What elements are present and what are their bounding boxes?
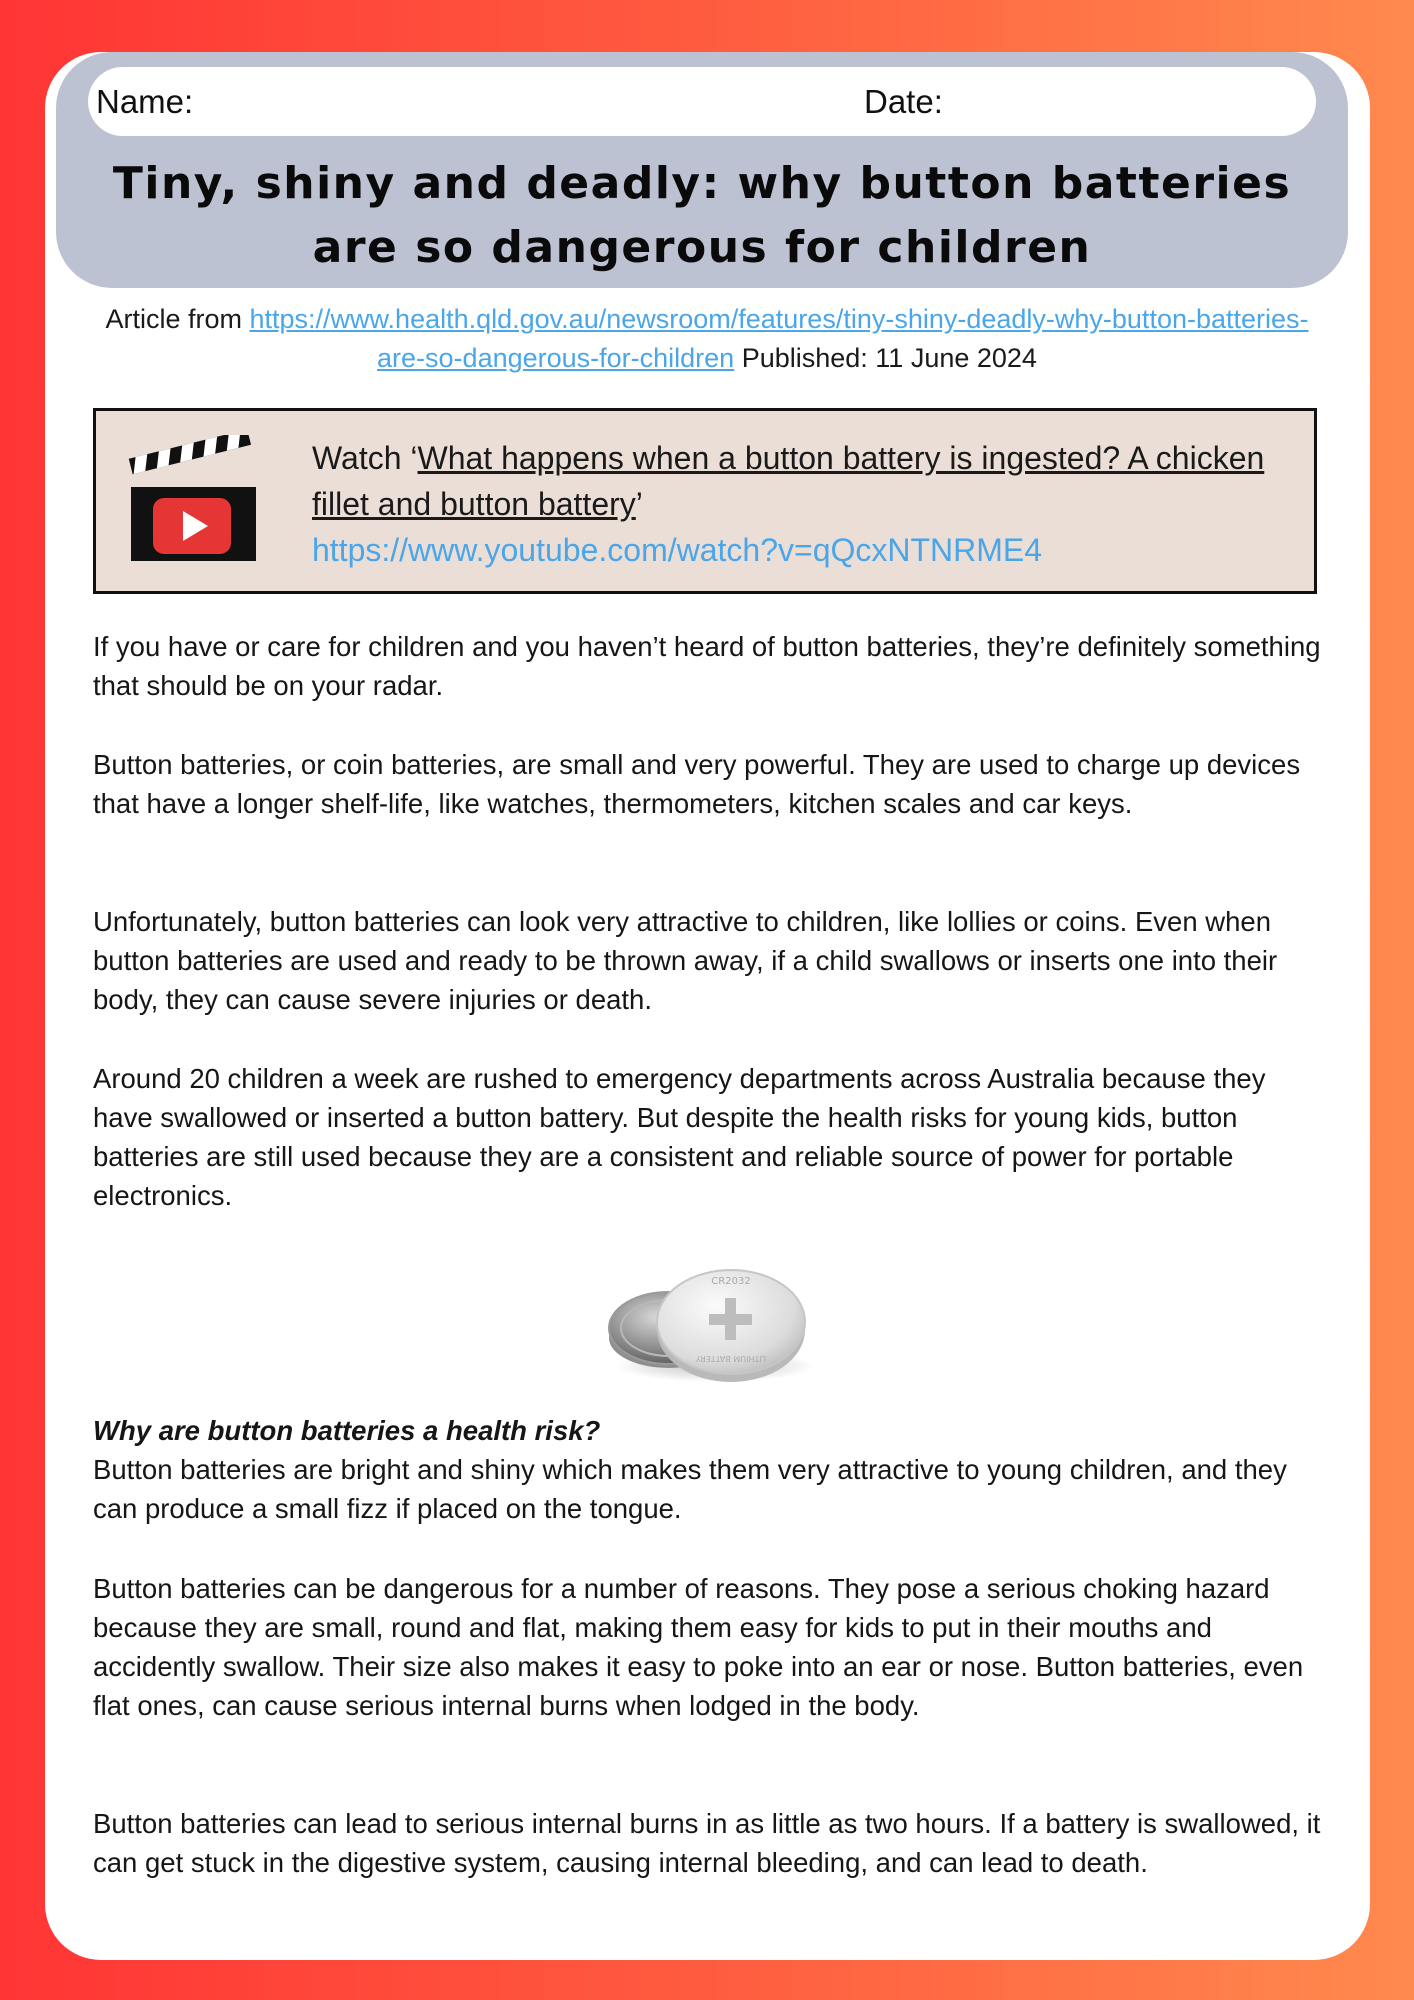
published-date: Published: 11 June 2024 — [734, 343, 1037, 373]
page-title — [80, 152, 1324, 280]
name-field-label[interactable]: Name: — [96, 83, 194, 120]
battery-type-label: LITHIUM BATTERY — [695, 1354, 767, 1363]
video-title-link[interactable]: What happens when a button battery is ingested? A chicken fillet and button battery — [312, 440, 1265, 522]
paragraph-3: Unfortunately, button batteries can look very attractive to children, like lollies or coins. Even when button batteries are used and ready to be thrown away, if a child swallows or inserts one into their body, they can cause severe injuries or death. — [93, 906, 1278, 1015]
video-callout — [93, 408, 1317, 594]
video-description — [312, 435, 1302, 573]
video-clapperboard-icon — [128, 435, 258, 565]
source-link[interactable]: https://www.health.qld.gov.au/newsroom/features/tiny-shiny-deadly-why-button-batteries-are-so-dangerous-for-children — [249, 304, 1309, 373]
paragraph-2: Button batteries, or coin batteries, are small and very powerful. They are used to charge up devices that have a longer shelf-life, like watches, thermometers, kitchen scales and car keys. — [93, 749, 1301, 819]
title-line-2: are so dangerous for children — [312, 222, 1092, 273]
date-field-label[interactable]: Date: — [864, 83, 943, 120]
title-line-1: Tiny, shiny and deadly: why button batteries — [112, 158, 1292, 209]
button-batteries-image — [603, 1254, 821, 1384]
video-url-link[interactable]: https://www.youtube.com/watch?v=qQcxNTNRME4 — [312, 532, 1043, 568]
watch-prefix: Watch ‘ — [312, 440, 418, 476]
section-heading: Why are button batteries a health risk? — [93, 1415, 601, 1446]
paragraph-4: Around 20 children a week are rushed to emergency departments across Australia because they have swallowed or inserted a button battery. But despite the health risks for young kids, button batteries are still used because they are a consistent and reliable source of power for portable electronics. — [93, 1063, 1266, 1211]
name-date-bar — [88, 67, 1316, 136]
health-risk-section — [93, 1411, 1329, 1528]
article-source — [92, 300, 1322, 378]
watch-suffix: ’ — [635, 486, 643, 522]
risk-paragraph-2: Button batteries can be dangerous for a number of reasons. They pose a serious choking hazard because they are small, round and flat, making them easy for kids to put in their mouths and accidently swallow. Their size also makes it easy to poke into an ear or nose. Button batteries, even flat ones, can cause serious internal burns when lodged in the body. — [93, 1573, 1304, 1721]
risk-paragraph-3: Button batteries can lead to serious internal burns in as little as two hours. If a battery is swallowed, it can get stuck in the digestive system, causing internal bleeding, and can lead to death. — [93, 1808, 1321, 1878]
battery-model-label: CR2032 — [711, 1276, 751, 1287]
source-prefix: Article from — [105, 304, 250, 334]
risk-paragraph-1: Button batteries are bright and shiny which makes them very attractive to young children, and they can produce a small fizz if placed on the tongue. — [93, 1454, 1287, 1524]
paragraph-1: If you have or care for children and you haven’t heard of button batteries, they’re definitely something that should be on your radar. — [93, 631, 1321, 701]
